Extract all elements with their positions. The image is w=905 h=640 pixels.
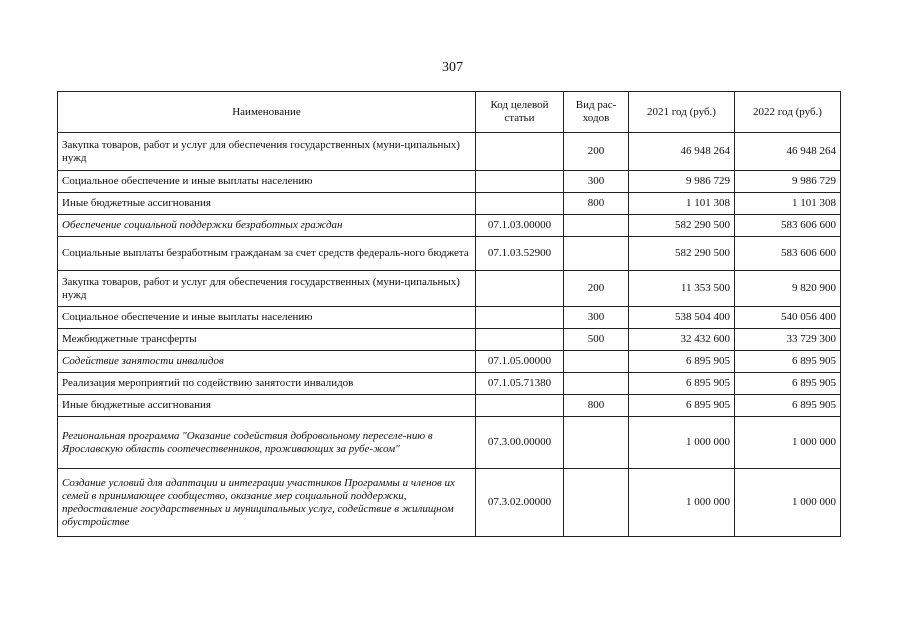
- row-amount-2021: 6 895 905: [629, 395, 735, 417]
- row-amount-2021: 1 000 000: [629, 417, 735, 469]
- row-target-code: [476, 193, 564, 215]
- table-row: [58, 329, 841, 351]
- row-amount-2021: 6 895 905: [629, 351, 735, 373]
- row-target-code: 07.1.05.71380: [476, 373, 564, 395]
- row-amount-2022: 583 606 600: [735, 215, 841, 237]
- table-row: [58, 171, 841, 193]
- table-row: [58, 395, 841, 417]
- table-row: [58, 469, 841, 537]
- row-amount-2022: 46 948 264: [735, 133, 841, 171]
- row-name: Региональная программа "Оказание содействия добровольному переселе-нию в Ярославскую область соотечественников, проживающих за рубе-жом": [58, 417, 476, 469]
- table-header-row: [58, 92, 841, 133]
- row-name: Закупка товаров, работ и услуг для обеспечения государственных (муни-ципальных) нужд: [58, 271, 476, 307]
- row-name: Социальное обеспечение и иные выплаты населению: [58, 171, 476, 193]
- row-name: Межбюджетные трансферты: [58, 329, 476, 351]
- row-amount-2021: 1 101 308: [629, 193, 735, 215]
- row-expense-type: [564, 417, 629, 469]
- row-target-code: 07.1.03.00000: [476, 215, 564, 237]
- row-name: Иные бюджетные ассигнования: [58, 395, 476, 417]
- row-expense-type: 300: [564, 171, 629, 193]
- header-code: Код целевой статьи: [476, 92, 564, 133]
- row-expense-type: 800: [564, 395, 629, 417]
- table-row: [58, 215, 841, 237]
- row-target-code: [476, 395, 564, 417]
- row-amount-2022: 583 606 600: [735, 237, 841, 271]
- row-amount-2022: 1 000 000: [735, 469, 841, 537]
- row-amount-2022: 540 056 400: [735, 307, 841, 329]
- table-row: [58, 373, 841, 395]
- row-name: Содействие занятости инвалидов: [58, 351, 476, 373]
- header-2022: 2022 год (руб.): [735, 92, 841, 133]
- row-amount-2022: 6 895 905: [735, 373, 841, 395]
- row-expense-type: [564, 351, 629, 373]
- row-target-code: [476, 171, 564, 193]
- row-name: Иные бюджетные ассигнования: [58, 193, 476, 215]
- header-kind: Вид рас-ходов: [564, 92, 629, 133]
- row-amount-2022: 1 000 000: [735, 417, 841, 469]
- row-amount-2022: 9 820 900: [735, 271, 841, 307]
- row-target-code: [476, 329, 564, 351]
- row-amount-2021: 582 290 500: [629, 237, 735, 271]
- row-expense-type: [564, 215, 629, 237]
- row-amount-2022: 1 101 308: [735, 193, 841, 215]
- row-expense-type: 200: [564, 133, 629, 171]
- page-number: 307: [442, 60, 463, 75]
- table-body: [58, 133, 841, 537]
- row-name: Создание условий для адаптации и интеграции участников Программы и членов их семей в принимающее сообщество, оказание мер социальной поддержки, предоставление государственных и муниципальных услуг, содействие в жилищном обустройстве: [58, 469, 476, 537]
- row-name: Реализация мероприятий по содействию занятости инвалидов: [58, 373, 476, 395]
- row-expense-type: 300: [564, 307, 629, 329]
- row-expense-type: [564, 373, 629, 395]
- row-amount-2021: 1 000 000: [629, 469, 735, 537]
- table-row: [58, 307, 841, 329]
- row-target-code: 07.3.02.00000: [476, 469, 564, 537]
- row-amount-2022: 6 895 905: [735, 351, 841, 373]
- row-amount-2021: 32 432 600: [629, 329, 735, 351]
- table-row: [58, 417, 841, 469]
- row-target-code: 07.3.00.00000: [476, 417, 564, 469]
- row-amount-2021: 46 948 264: [629, 133, 735, 171]
- row-target-code: [476, 133, 564, 171]
- row-target-code: [476, 271, 564, 307]
- row-amount-2022: 9 986 729: [735, 171, 841, 193]
- row-expense-type: 200: [564, 271, 629, 307]
- table-row: [58, 351, 841, 373]
- table-row: [58, 271, 841, 307]
- row-expense-type: 500: [564, 329, 629, 351]
- row-amount-2021: 582 290 500: [629, 215, 735, 237]
- row-amount-2021: 11 353 500: [629, 271, 735, 307]
- row-expense-type: [564, 469, 629, 537]
- row-expense-type: 800: [564, 193, 629, 215]
- row-expense-type: [564, 237, 629, 271]
- row-name: Обеспечение социальной поддержки безработных граждан: [58, 215, 476, 237]
- table-row: [58, 133, 841, 171]
- table-row: [58, 193, 841, 215]
- row-amount-2021: 538 504 400: [629, 307, 735, 329]
- row-target-code: [476, 307, 564, 329]
- budget-table: [57, 91, 841, 537]
- row-amount-2021: 9 986 729: [629, 171, 735, 193]
- table-row: [58, 237, 841, 271]
- row-name: Социальное обеспечение и иные выплаты населению: [58, 307, 476, 329]
- row-amount-2021: 6 895 905: [629, 373, 735, 395]
- row-name: Закупка товаров, работ и услуг для обеспечения государственных (муни-ципальных) нужд: [58, 133, 476, 171]
- row-amount-2022: 33 729 300: [735, 329, 841, 351]
- header-name: Наименование: [58, 92, 476, 133]
- row-target-code: 07.1.03.52900: [476, 237, 564, 271]
- row-name: Социальные выплаты безработным гражданам за счет средств федераль-ного бюджета: [58, 237, 476, 271]
- row-target-code: 07.1.05.00000: [476, 351, 564, 373]
- header-2021: 2021 год (руб.): [629, 92, 735, 133]
- row-amount-2022: 6 895 905: [735, 395, 841, 417]
